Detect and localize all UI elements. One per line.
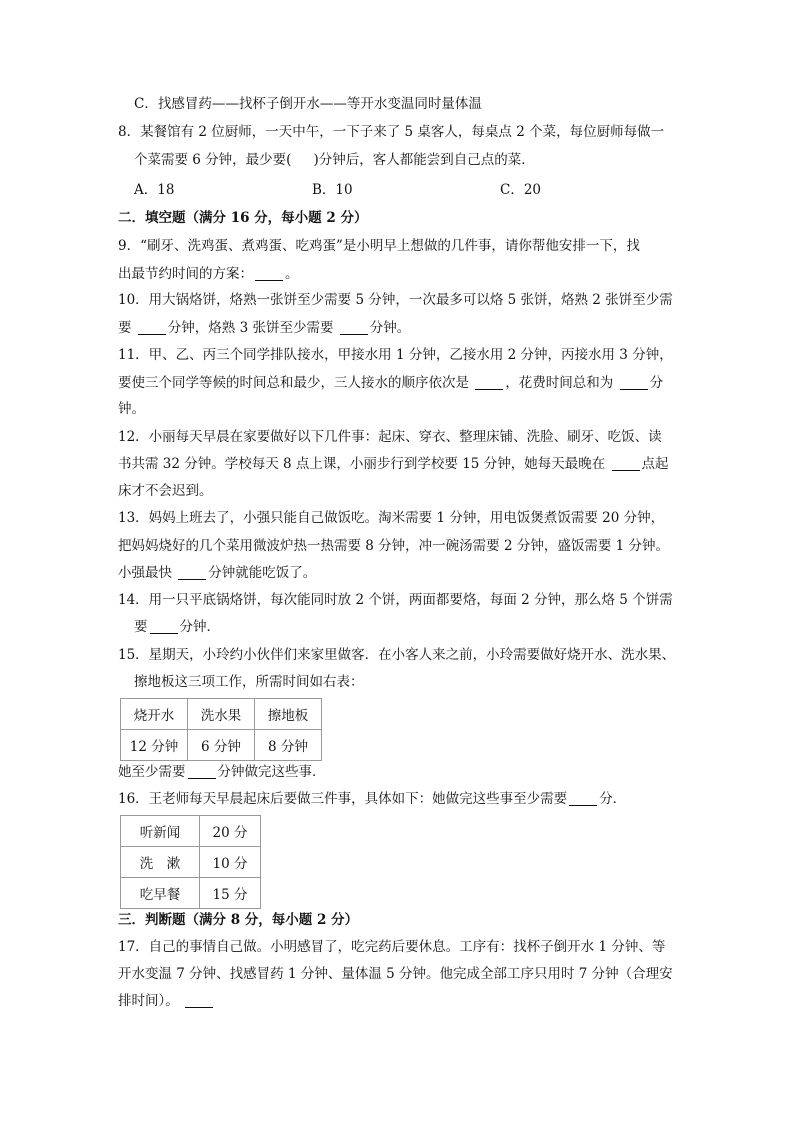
q13-line2: 把妈妈烧好的几个菜用微波炉热一热需要 8 分钟，冲一碗汤需要 2 分钟，盛饭需要 1 分钟。 <box>118 538 670 554</box>
q11-text-a: 要使三个同学等候的时间总和最少，三人接水的顺序依次是 <box>118 375 469 391</box>
q14-line2 <box>134 617 220 637</box>
q16-task-cell: 吃早餐 <box>121 878 200 909</box>
q10-answer-blank-1[interactable] <box>138 320 166 335</box>
q16-time-cell: 15 分 <box>200 878 261 909</box>
q17-answer-blank[interactable] <box>185 993 213 1008</box>
q16-text-b: 分． <box>599 791 627 807</box>
q10-text-b: 分钟，烙熟 3 张饼至少需要 <box>167 320 334 336</box>
table-row <box>121 878 261 909</box>
q15-line2: 擦地板这三项工作，所需时间如右表： <box>134 674 364 690</box>
q14-line1: 14．用一只平底锅烙饼，每次能同时放 2 个饼，两面都要烙，每面 2 分钟，那么烙 5 个饼需 <box>118 592 673 608</box>
q14-text-a: 要 <box>134 619 148 635</box>
q11-text-b: ，花费时间总和为 <box>505 375 614 391</box>
q8-text-b: )分钟后，客人都能尝到自己点的菜． <box>313 152 535 168</box>
q13-text-b: 分钟就能吃饭了。 <box>208 565 317 581</box>
q11-answer-blank-1[interactable] <box>475 375 503 390</box>
q15-text-b: 分钟做完这些事． <box>217 764 326 780</box>
q11-line2 <box>118 373 663 393</box>
q17-line2: 开水变温 7 分钟、找感冒药 1 分钟、量体温 5 分钟。他完成全部工序只用时 7 分钟（合理安 <box>118 966 673 982</box>
q12-line1: 12．小丽每天早晨在家要做好以下几件事：起床、穿衣、整理床铺、洗脸、刷牙、吃饭、读 <box>118 429 662 445</box>
q9-text-b: 。 <box>285 266 299 282</box>
q16-text-a: 16．王老师每天早晨起床后要做三件事，具体如下：她做完这些事至少需要 <box>118 791 568 807</box>
q13-text-a: 小强最快 <box>118 565 172 581</box>
table-row <box>121 730 322 761</box>
q10-answer-blank-2[interactable] <box>340 320 368 335</box>
q16-task-cell: 洗 漱 <box>121 847 200 878</box>
q16-time-cell: 20 分 <box>200 816 261 847</box>
q8-line2 <box>134 150 535 170</box>
q15-time-table <box>120 698 322 761</box>
q15-answer-blank[interactable] <box>188 764 216 779</box>
q13-answer-blank[interactable] <box>178 565 206 580</box>
q12-line3: 床才不会迟到。 <box>118 483 213 499</box>
q10-text-c: 分钟。 <box>369 320 411 336</box>
q16-line1 <box>118 789 626 809</box>
q17-line1: 17．自己的事情自己做。小明感冒了，吃完药后要休息。工序有：找杯子倒开水 1 分钟、等 <box>118 939 666 955</box>
q12-answer-blank[interactable] <box>612 456 640 471</box>
q12-text-b: 点起 <box>641 456 669 472</box>
q10-text-a: 要 <box>118 320 132 336</box>
q11-line3: 钟。 <box>118 401 145 417</box>
section-2-heading: 二．填空题（满分 16 分，每小题 2 分） <box>118 210 368 226</box>
q8-line1: 8．某餐馆有 2 位厨师，一天中午，一下子来了 5 桌客人，每桌点 2 个菜，每位厨师每做一 <box>118 124 665 140</box>
q12-text-a: 书共需 32 分钟。学校每天 8 点上课，小丽步行到学校要 15 分钟，她每天最晚在 <box>118 456 606 472</box>
q13-line1: 13．妈妈上班去了，小强只能自己做饭吃。淘米需要 1 分钟，用电饭煲煮饭需要 20 分钟， <box>118 510 665 526</box>
q15-text-a: 她至少需要 <box>118 764 186 780</box>
q15-header-wash-fruit: 洗水果 <box>188 699 255 730</box>
q15-after-line <box>118 762 326 782</box>
q11-line1: 11．甲、乙、丙三个同学排队接水，甲接水用 1 分钟，乙接水用 2 分钟，丙接水用 3 分钟， <box>118 347 673 363</box>
q16-time-cell: 10 分 <box>200 847 261 878</box>
q12-line2 <box>118 454 669 474</box>
q11-answer-blank-2[interactable] <box>620 375 648 390</box>
q16-task-table <box>120 815 261 909</box>
q17-line3 <box>118 991 215 1011</box>
q11-text-c: 分 <box>649 375 664 391</box>
q8-option-a: A．18 <box>134 182 175 198</box>
q15-header-mop-floor: 擦地板 <box>255 699 322 730</box>
table-row <box>121 699 322 730</box>
q7-option-c: C．找感冒药——找杯子倒开水——等开水变温同时量体温 <box>134 96 482 112</box>
table-row <box>121 847 261 878</box>
q15-line1: 15．星期天，小玲约小伙伴们来家里做客．在小客人来之前，小玲需要做好烧开水、洗水果、 <box>118 647 676 663</box>
q15-header-boil-water: 烧开水 <box>121 699 188 730</box>
q9-answer-blank[interactable] <box>255 266 283 281</box>
q16-answer-blank[interactable] <box>569 791 597 806</box>
q14-answer-blank[interactable] <box>150 619 178 634</box>
q16-task-cell: 听新闻 <box>121 816 200 847</box>
q9-text-a: 出最节约时间的方案： <box>118 266 253 282</box>
q9-line1: 9．“刷牙、洗鸡蛋、煮鸡蛋、吃鸡蛋”是小明早上想做的几件事，请你帮他安排一下，找 <box>118 238 640 254</box>
q17-text-a: 排时间）。 <box>118 993 179 1009</box>
table-row <box>121 816 261 847</box>
q14-text-b: 分钟． <box>179 619 220 635</box>
q8-option-c: C．20 <box>500 182 542 198</box>
q10-line1: 10．用大锅烙饼，烙熟一张饼至少需要 5 分钟，一次最多可以烙 5 张饼，烙熟 2 张饼至少需 <box>118 292 673 308</box>
section-3-heading: 三．判断题（满分 8 分，每小题 2 分） <box>118 912 359 928</box>
q8-option-b: B．10 <box>312 182 353 198</box>
q15-cell-mop-floor: 8 分钟 <box>255 730 322 761</box>
q8-text-a: 个菜需要 6 分钟，最少要( <box>134 152 292 168</box>
q13-line3 <box>118 563 316 583</box>
q10-line2 <box>118 318 410 338</box>
q9-line2 <box>118 264 299 284</box>
q15-cell-wash-fruit: 6 分钟 <box>188 730 255 761</box>
q15-cell-boil-water: 12 分钟 <box>121 730 188 761</box>
